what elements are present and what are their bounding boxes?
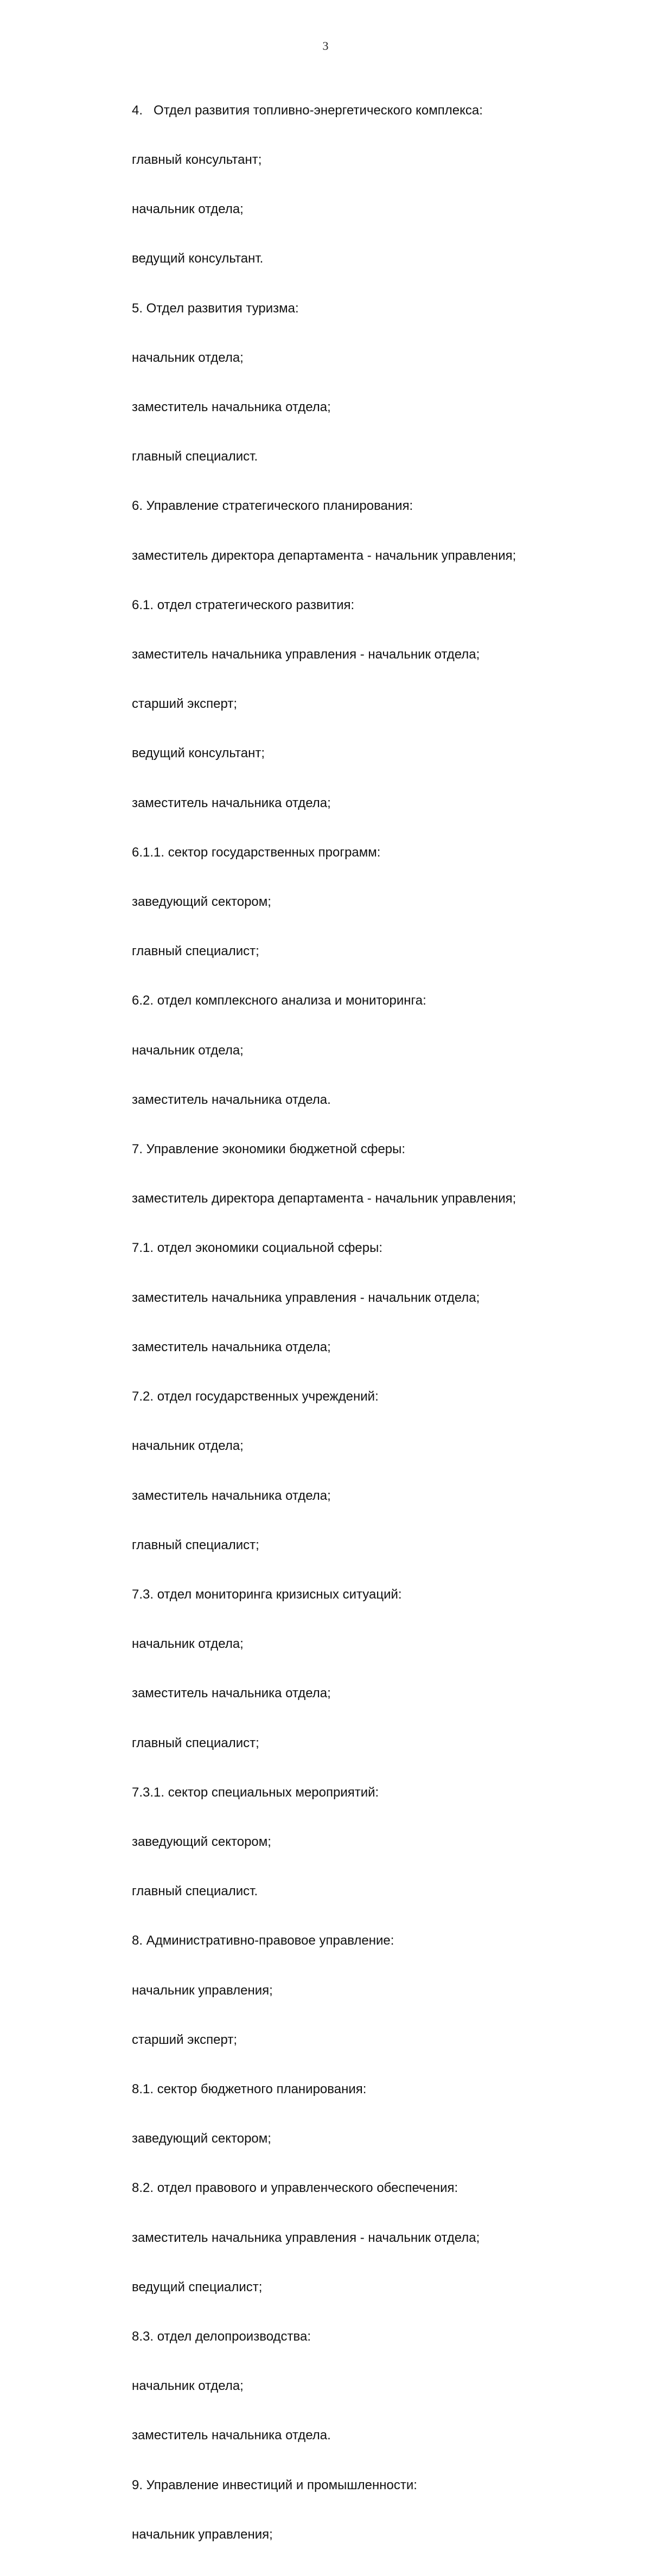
text-line: 8.2. отдел правового и управленческого обеспечения: [132, 2181, 458, 2196]
text-line: 7.1. отдел экономики социальной сферы: [132, 1241, 383, 1256]
text-line: заместитель начальника отдела; [132, 1686, 331, 1701]
text-line: ведущий консультант. [132, 251, 264, 266]
text-line: ведущий консультант; [132, 746, 265, 761]
text-line: заместитель начальника отдела; [132, 1339, 331, 1354]
text-line: заместитель начальника отдела; [132, 1488, 331, 1503]
text-line: 6.1. отдел стратегического развития: [132, 597, 355, 612]
text-line: 7.3. отдел мониторинга кризисных ситуаций: [132, 1587, 402, 1602]
text-line: заместитель начальника отдела. [132, 1092, 331, 1107]
text-line: начальник отдела; [132, 1439, 244, 1454]
text-line: главный специалист; [132, 1735, 259, 1750]
text-line: 8.1. сектор бюджетного планирования: [132, 2081, 367, 2096]
text-line: заведующий сектором; [132, 894, 271, 910]
text-line: главный специалист. [132, 449, 258, 464]
text-line: 6.2. отдел комплексного анализа и мониторинга: [132, 993, 426, 1008]
text-line: главный специалист; [132, 1537, 259, 1552]
text-line: старший эксперт; [132, 2032, 237, 2047]
text-line: 8.3. отдел делопроизводства: [132, 2329, 311, 2344]
text-line: начальник отдела; [132, 350, 244, 365]
text-line: 9. Управление инвестиций и промышленности: [132, 2477, 417, 2492]
text-line: 7. Управление экономики бюджетной сферы: [132, 1142, 406, 1157]
text-line: заместитель начальника управления - начальник отдела; [132, 2230, 480, 2245]
text-line: заведующий сектором; [132, 2131, 271, 2146]
text-line: начальник управления; [132, 2527, 273, 2542]
text-line: начальник отдела; [132, 1043, 244, 1058]
text-line: главный специалист. [132, 1884, 258, 1899]
text-line: заместитель директора департамента - начальник управления; [132, 1191, 516, 1206]
text-line: 4. Отдел развития топливно-энергетического комплекса: [132, 103, 483, 118]
text-line: заместитель начальника отдела. [132, 2428, 331, 2443]
text-line: начальник отдела; [132, 1637, 244, 1652]
text-line: 8. Административно-правовое управление: [132, 1933, 394, 1948]
text-line: заведующий сектором; [132, 1834, 271, 1849]
text-line: ведущий специалист; [132, 2279, 263, 2294]
text-line: начальник отдела; [132, 202, 244, 217]
page-number: 3 [322, 39, 329, 53]
text-line: 5. Отдел развития туризма: [132, 301, 299, 316]
text-line: заместитель начальника управления - начальник отдела; [132, 1290, 480, 1305]
text-line: главный консультант; [132, 152, 262, 168]
text-line: 7.2. отдел государственных учреждений: [132, 1389, 379, 1404]
text-line: 6.1.1. сектор государственных программ: [132, 845, 381, 860]
text-line: 6. Управление стратегического планирования: [132, 498, 413, 514]
text-line: начальник управления; [132, 1983, 273, 1998]
text-line: заместитель начальника отдела; [132, 795, 331, 810]
text-line: начальник отдела; [132, 2379, 244, 2394]
text-line: заместитель начальника управления - начальник отдела; [132, 647, 480, 662]
text-line: 7.3.1. сектор специальных мероприятий: [132, 1785, 379, 1800]
text-line: главный специалист; [132, 944, 259, 959]
text-line: старший эксперт; [132, 696, 237, 712]
text-line: заместитель директора департамента - начальник управления; [132, 548, 516, 563]
text-line: заместитель начальника отдела; [132, 400, 331, 415]
document-body [132, 69, 620, 2576]
